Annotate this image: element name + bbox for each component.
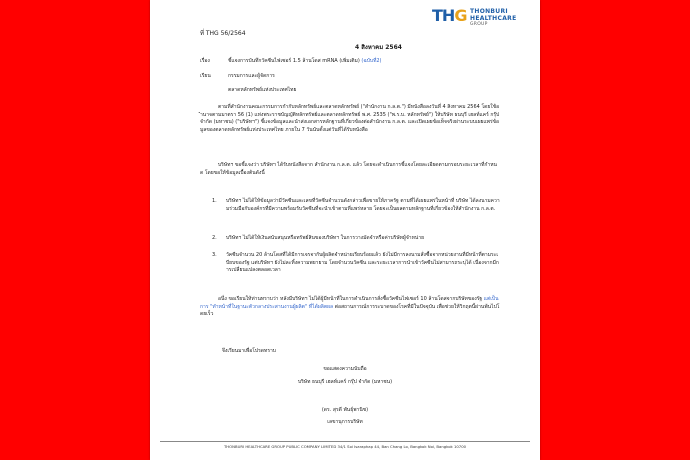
list-item-3: วัคซีนจำนวน 20 ล้านโดสที่ได้มีการเจรจากับผู้ผลิตจำหน่ายเรียบร้อยแล้ว ยังไม่มีการลงนามสั่งซื้อจากหน่วยงานที่มีหน้าที่ตามระเบียบของรัฐ แต่บริษัทฯ ยังไม่ละทิ้งความพยายาม โดยจำนวนวัคซีน และระยะเวลาการนำเข้าวัคซีนไม่สามารถระบุได้ เนื่องจากมีการเปลี่ยนแปลงตลอดเวลา (226, 252, 499, 273)
regards: ขอแสดงความนับถือ (323, 366, 367, 372)
logo-letter-g: G (454, 6, 467, 25)
item-1-number: 1. (212, 198, 217, 204)
subject-text: ชี้แจงการบันทึกวัคซีนไฟเซอร์ 1.5 ล้านโดส mRNA (เพิ่มเติม) (228, 58, 360, 64)
item-3-number: 3. (212, 252, 217, 258)
subject-link[interactable]: (ฉบับที่2) (361, 58, 382, 64)
footer-address: THONBURI HEALTHCARE GROUP PUBLIC COMPANY LIMITED 34/1 Soi Isaraphap 44, Ban Chang Lo, Bangkok Noi, Bangkok 10700 (223, 444, 467, 449)
paragraph-3-link[interactable]: แต่เป็นการ "ทำหน้าที่ในฐานะตัวกลางประสานงานผู้ผลิต" ที่ได้ผลิตผล (200, 296, 499, 310)
subject-line (228, 58, 382, 65)
to-label: เรียน (200, 73, 211, 79)
letter-page (150, 0, 540, 460)
signer-title: เลขานุการบริษัท (327, 419, 363, 425)
subject-label: เรื่อง (200, 58, 210, 64)
paragraph-2: บริษัทฯ ขอชี้แจงว่า บริษัทฯ ได้รับหนังสือจาก สำนักงาน ก.ล.ต. แล้ว โดยจะดำเนินการชี้แจงโดยละเอียดตามกรอบระยะเวลาที่กำหนด โดยขอให้ข้อมูลเบื้องต้นดังนี้ (200, 162, 497, 176)
logo-letter-t: T (432, 6, 442, 25)
recipient-title: กรรมการและผู้จัดการ (228, 73, 275, 79)
list-item-2: บริษัทฯ ไม่ได้ให้เงินสนับสนุนหรือทรัพย์สินของบริษัทฯ ในการวางมัดจำหรือค่าบริษัทผู้จำหน่าย (226, 235, 425, 241)
recipient-org: ตลาดหลักทรัพย์แห่งประเทศไทย (228, 87, 297, 93)
footer-divider (160, 441, 530, 442)
paragraph-3-start: อนึ่ง ขอเรียนให้ท่านทราบว่า หลังมีบริษัทฯ ไม่ได้ผู้มีหน้าที่ในการดำเนินการสั่งซื้อวัคซีนไฟเซอร์ 10 ล้านโดสจากบริษัทของรัฐ (218, 296, 483, 302)
logo-line3: GROUP (470, 22, 488, 27)
item-2-number: 2. (212, 235, 217, 241)
logo-letter-h: H (441, 6, 455, 25)
paragraph-1: ตามที่สำนักงานคณะกรรมการกำกับหลักทรัพย์และตลาดหลักทรัพย์ ("สำนักงาน ก.ล.ต.") มีหนังสือลงวันที่ 4 สิงหาคม 2564 โดยใช้อำนาจตามมาตรา 56 (1) แห่งพระราชบัญญัติหลักทรัพย์และตลาดหลักทรัพย์ พ.ศ. 2535 ("พ.ร.บ. หลักทรัพย์") ให้บริษัท ธนบุรี เฮลท์แคร์ กรุ๊ป จำกัด (มหาชน) ("บริษัทฯ") ชี้แจงข้อมูลและนำส่งเอกสารหลักฐานที่เกี่ยวข้องต่อสำนักงาน ก.ล.ต. และเปิดเผยข้อเท็จจริงผ่านระบบเผยแพร่ข้อมูลของตลาดหลักทรัพย์แห่งประเทศไทย ภายใน 7 วันนับตั้งแต่วันที่ได้รับหนังสือ (200, 104, 500, 133)
paragraph-3-end: ต่อสถานการณ์การระบาดของโรคที่มีในปัจจุบัน เพื่อช่วยให้วิกฤตนี้ผ่านพ้นไปโดยเร็ว (200, 303, 500, 317)
reference-number: ที่ THG 56/2564 (200, 30, 246, 37)
logo-mark (432, 6, 466, 25)
list-item-1: บริษัทฯ ไม่ได้ให้ข้อมูลว่ามีวัคซีนและเลขที่วัคซีนจำนวนดังกล่าวเพื่อขายให้ภาครัฐ ตามที่ได้เผยแพร่ในหน้าที่ บริษัท ได้ลงนามความร่วมมือกับองค์กรที่มีความพร้อมรับวัคซีนที่จะนำเข้าตามที่แพร่หลาย โดยจะเป็นผลตามหลักฐานที่เกี่ยวข้องให้สำนักงาน ก.ล.ต. (226, 198, 500, 212)
company-signature: บริษัท ธนบุรี เฮลท์แคร์ กรุ๊ป จำกัด (มหาชน) (297, 379, 393, 385)
logo-line2: HEALTHCARE (470, 14, 517, 22)
paragraph-3 (200, 296, 500, 319)
signer-name: (ดร. สุรดี พันธุ์พานิช) (321, 407, 369, 413)
logo-line1: THONBURI (470, 8, 508, 15)
letter-date: 4 สิงหาคม 2564 (355, 44, 402, 51)
thg-logo (432, 6, 536, 26)
closing-note: จึงเรียนมาเพื่อโปรดทราบ (222, 348, 276, 354)
logo-text (470, 9, 516, 29)
